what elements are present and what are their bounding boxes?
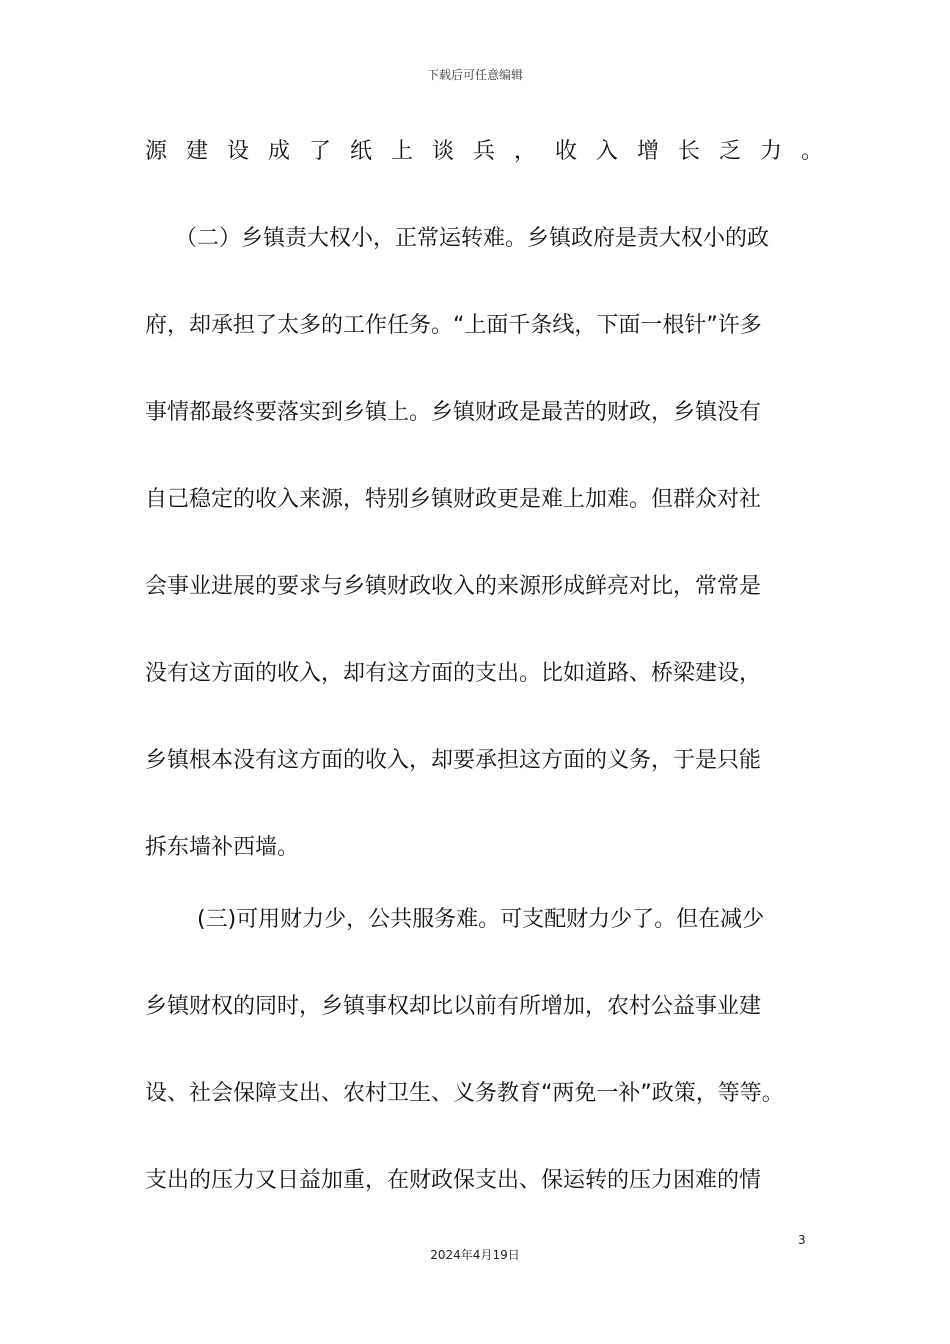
paragraph-line: 源建设成了纸上谈兵，收入增长乏力。 [145,139,843,164]
page-number: 3 [798,1233,806,1247]
paragraph-line: 府，却承担了太多的工作任务。“上面千条线，下面一根针”许多 [145,313,762,338]
page-header: 下载后可任意编辑 [426,68,523,82]
paragraph-line: 拆东墙补西墙。 [145,835,300,860]
paragraph-line: 事情都最终要落实到乡镇上。乡镇财政是最苦的财政，乡镇没有 [145,400,762,425]
paragraph-line: 乡镇财权的同时，乡镇事权却比以前有所增加，农村公益事业建 [145,994,762,1019]
paragraph-line: 乡镇根本没有这方面的收入，却要承担这方面的义务，于是只能 [145,748,762,773]
page-footer-date: 2024年4月19日 [430,1248,520,1262]
paragraph-line: 没有这方面的收入，却有这方面的支出。比如道路、桥梁建设， [145,661,762,686]
paragraph-line: 会事业进展的要求与乡镇财政收入的来源形成鲜亮对比，常常是 [145,574,762,599]
paragraph-line: （二）乡镇责大权小，正常运转难。乡镇政府是责大权小的政 [175,226,770,251]
paragraph-line: 支出的压力又日益加重，在财政保支出、保运转的压力困难的情 [145,1168,762,1193]
paragraph-line: 自己稳定的收入来源，特别乡镇财政更是难上加难。但群众对社 [145,487,762,512]
paragraph-line: 设、社会保障支出、农村卫生、义务教育“两免一补”政策，等等。 [145,1081,784,1106]
paragraph-line: (三)可用财力少，公共服务难。可支配财力少了。但在减少 [197,907,765,932]
